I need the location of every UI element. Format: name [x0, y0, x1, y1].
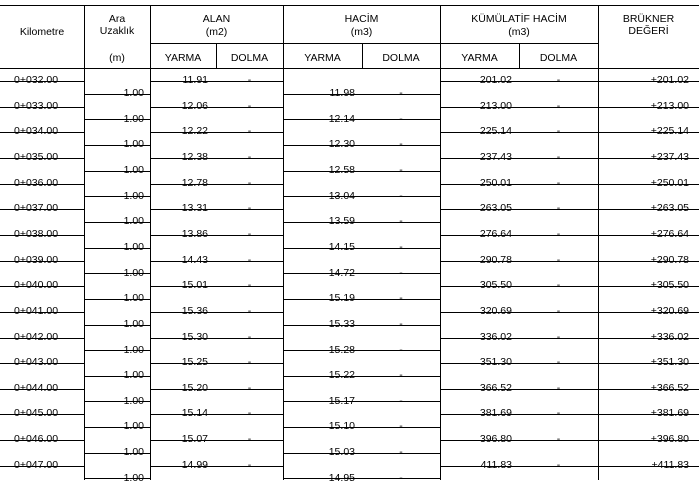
hacim-yarma-value: 13.59: [328, 215, 355, 227]
hacim-dolma-value: -: [399, 446, 403, 458]
bruckner-value: +290.78: [650, 254, 689, 266]
alan-yarma-value: 14.99: [181, 459, 208, 471]
alan-dolma-value: -: [247, 177, 252, 189]
kum-yarma-value: 225.14: [479, 125, 512, 137]
alan-yarma-value: 15.30: [181, 331, 208, 343]
alan-dolma-value: -: [247, 382, 252, 394]
hacim-yarma-value: 11.98: [329, 87, 355, 99]
station-km: 0+034.00: [14, 125, 59, 137]
station-km: 0+041.00: [14, 305, 59, 317]
header-kum-yarma: YARMA: [461, 52, 498, 64]
kum-dolma-value: -: [556, 305, 561, 317]
kum-yarma-value: 276.64: [479, 228, 512, 240]
hacim-yarma-value: 12.30: [328, 138, 355, 150]
header-top-rule: [0, 5, 699, 6]
header-ara-unit: (m): [109, 52, 125, 64]
kum-dolma-value: -: [556, 279, 561, 291]
header-hacim-yarma: YARMA: [304, 52, 341, 64]
hacim-dolma-value: -: [399, 87, 403, 99]
header-hacim-unit: (m3): [350, 26, 373, 38]
alan-yarma-value: 15.01: [181, 279, 208, 291]
ara-uzaklik-value: 1.00: [123, 292, 144, 304]
bruckner-value: +396.80: [650, 433, 689, 445]
kum-yarma-value: 336.02: [479, 331, 512, 343]
kum-dolma-value: -: [556, 331, 561, 343]
hacim-dolma-value: -: [399, 267, 403, 279]
alan-dolma-value: -: [247, 202, 252, 214]
header-ara-2: Uzaklık: [99, 25, 135, 37]
ara-uzaklik-value: 1.00: [123, 190, 144, 202]
bruckner-value: +381.69: [650, 407, 689, 419]
kum-dolma-value: -: [556, 151, 561, 163]
ara-uzaklik-value: 1.00: [123, 472, 144, 484]
kum-yarma-value: 201.02: [479, 74, 512, 86]
hacim-dolma-value: -: [399, 241, 403, 253]
kum-yarma-value: 250.01: [479, 177, 512, 189]
station-km: 0+047.00: [14, 459, 59, 471]
alan-dolma-value: -: [247, 433, 252, 445]
bruckner-value: +225.14: [650, 125, 689, 137]
bruckner-value: +305.50: [650, 279, 689, 291]
station-km: 0+040.00: [14, 279, 59, 291]
bruckner-value: +336.02: [650, 331, 689, 343]
header-kumulatif-unit: (m3): [508, 26, 530, 38]
ara-uzaklik-value: 1.00: [123, 164, 144, 176]
kum-yarma-value: 396.80: [479, 433, 512, 445]
bruckner-value: +411.83: [651, 459, 689, 471]
header-alan-yarma: YARMA: [164, 52, 202, 64]
hacim-yarma-value: 15.17: [328, 395, 355, 407]
hacim-dolma-value: -: [399, 164, 403, 176]
alan-yarma-value: 12.38: [181, 151, 208, 163]
alan-dolma-value: -: [247, 74, 252, 86]
bruckner-value: +263.05: [650, 202, 689, 214]
kum-yarma-value: 305.50: [479, 279, 512, 291]
kum-dolma-value: -: [556, 433, 561, 445]
bruckner-value: +276.64: [650, 228, 689, 240]
alan-dolma-value: -: [247, 459, 252, 471]
hacim-dolma-value: -: [399, 138, 403, 150]
bruckner-value: +320.69: [650, 305, 689, 317]
hacim-yarma-value: 14.15: [328, 241, 355, 253]
alan-dolma-value: -: [247, 228, 252, 240]
alan-yarma-value: 12.78: [181, 177, 208, 189]
alan-dolma-value: -: [247, 254, 252, 266]
alan-dolma-value: -: [247, 100, 252, 112]
alan-dolma-value: -: [247, 279, 252, 291]
ara-uzaklik-value: 1.00: [123, 138, 144, 150]
alan-dolma-value: -: [247, 407, 252, 419]
kum-yarma-value: 381.69: [479, 407, 512, 419]
hacim-dolma-value: -: [399, 395, 403, 407]
hacim-dolma-value: -: [399, 420, 403, 432]
kum-dolma-value: -: [556, 74, 561, 86]
kum-yarma-value: 366.52: [479, 382, 512, 394]
station-km: 0+046.00: [14, 433, 59, 445]
header-kilometre: Kilometre: [19, 26, 65, 38]
ara-uzaklik-value: 1.00: [123, 241, 144, 253]
kum-yarma-value: 351.30: [479, 356, 512, 368]
alan-yarma-value: 15.25: [181, 356, 208, 368]
kum-yarma-value: 290.78: [479, 254, 512, 266]
kum-yarma-value: 213.00: [479, 100, 512, 112]
kum-yarma-value: 320.69: [479, 305, 512, 317]
hacim-yarma-value: 15.03: [328, 446, 355, 458]
bruckner-value: +351.30: [650, 356, 689, 368]
kum-dolma-value: -: [556, 202, 561, 214]
hacim-yarma-value: 15.33: [328, 318, 355, 330]
header-alan-dolma: DOLMA: [230, 52, 269, 64]
bruckner-value: +201.02: [650, 74, 689, 86]
hacim-yarma-value: 14.95: [328, 472, 355, 484]
alan-yarma-value: 11.91: [182, 74, 208, 86]
alan-dolma-value: -: [247, 151, 252, 163]
bruckner-value: +250.01: [650, 177, 689, 189]
ara-uzaklik-value: 1.00: [123, 318, 144, 330]
kum-dolma-value: -: [556, 382, 561, 394]
alan-yarma-value: 15.14: [181, 407, 208, 419]
bruckner-value: +366.52: [650, 382, 689, 394]
ara-uzaklik-value: 1.00: [123, 215, 144, 227]
alan-yarma-value: 15.07: [181, 433, 208, 445]
header-alan-unit: (m2): [205, 26, 228, 38]
station-km: 0+037.00: [14, 202, 59, 214]
alan-yarma-value: 12.06: [181, 100, 208, 112]
hacim-yarma-value: 15.19: [328, 292, 355, 304]
hacim-dolma-value: -: [399, 215, 403, 227]
header-ara-1: Ara: [108, 13, 126, 25]
station-km: 0+035.00: [14, 151, 59, 163]
ara-uzaklik-value: 1.00: [123, 267, 144, 279]
kum-yarma-value: 411.83: [480, 459, 512, 471]
station-km: 0+045.00: [14, 407, 59, 419]
hacim-yarma-value: 12.14: [328, 113, 355, 125]
hacim-dolma-value: -: [399, 190, 403, 202]
header-hacim-dolma: DOLMA: [382, 52, 420, 64]
hacim-dolma-value: -: [399, 318, 403, 330]
kum-yarma-value: 237.43: [479, 151, 512, 163]
kum-dolma-value: -: [556, 459, 561, 471]
hacim-dolma-value: -: [399, 292, 403, 304]
alan-dolma-value: -: [247, 305, 252, 317]
header-alan: ALAN: [202, 13, 231, 25]
kum-dolma-value: -: [556, 100, 561, 112]
alan-dolma-value: -: [247, 331, 252, 343]
station-km: 0+033.00: [14, 100, 59, 112]
station-km: 0+039.00: [14, 254, 59, 266]
header-hacim: HACİM: [344, 13, 379, 25]
ara-uzaklik-value: 1.00: [123, 446, 144, 458]
hacim-dolma-value: -: [399, 113, 403, 125]
alan-dolma-value: -: [247, 125, 252, 137]
ara-uzaklik-value: 1.00: [123, 395, 144, 407]
header-bruckner-1: BRÜKNER: [622, 13, 675, 25]
kum-yarma-value: 263.05: [479, 202, 512, 214]
ara-uzaklik-value: 1.00: [123, 113, 144, 125]
hacim-yarma-value: 14.72: [328, 267, 355, 279]
alan-yarma-value: 13.31: [181, 202, 208, 214]
kum-dolma-value: -: [556, 254, 561, 266]
hacim-yarma-value: 12.58: [328, 164, 355, 176]
alan-yarma-value: 15.36: [181, 305, 208, 317]
header-bruckner-2: DEĞERİ: [628, 25, 669, 37]
kum-dolma-value: -: [556, 125, 561, 137]
alan-dolma-value: -: [247, 356, 252, 368]
hacim-yarma-value: 13.04: [328, 190, 355, 202]
alan-yarma-value: 12.22: [181, 125, 208, 137]
kum-dolma-value: -: [556, 356, 561, 368]
hacim-dolma-value: -: [399, 344, 403, 356]
header-sub-rule: [150, 43, 598, 44]
hacim-yarma-value: 15.28: [328, 344, 355, 356]
station-km: 0+036.00: [14, 177, 59, 189]
kum-dolma-value: -: [556, 177, 561, 189]
hacim-dolma-value: -: [399, 472, 403, 484]
ara-uzaklik-value: 1.00: [123, 369, 144, 381]
bruckner-value: +237.43: [650, 151, 689, 163]
hacim-yarma-value: 15.22: [328, 369, 355, 381]
station-km: 0+044.00: [14, 382, 59, 394]
alan-yarma-value: 14.43: [181, 254, 208, 266]
station-km: 0+032.00: [14, 74, 59, 86]
kum-dolma-value: -: [556, 407, 561, 419]
ara-uzaklik-value: 1.00: [123, 87, 144, 99]
station-km: 0+042.00: [14, 331, 59, 343]
kum-dolma-value: -: [556, 228, 561, 240]
bruckner-value: +213.00: [650, 100, 689, 112]
ara-uzaklik-value: 1.00: [123, 420, 144, 432]
header-bottom-rule: [0, 68, 699, 69]
station-km: 0+043.00: [14, 356, 59, 368]
alan-yarma-value: 15.20: [181, 382, 208, 394]
station-km: 0+038.00: [14, 228, 59, 240]
header-kumulatif: KÜMÜLATİF HACİM: [471, 13, 567, 25]
alan-yarma-value: 13.86: [181, 228, 208, 240]
hacim-yarma-value: 15.10: [328, 420, 355, 432]
ara-uzaklik-value: 1.00: [123, 344, 144, 356]
header-kum-dolma: DOLMA: [539, 52, 578, 64]
hacim-dolma-value: -: [399, 369, 403, 381]
